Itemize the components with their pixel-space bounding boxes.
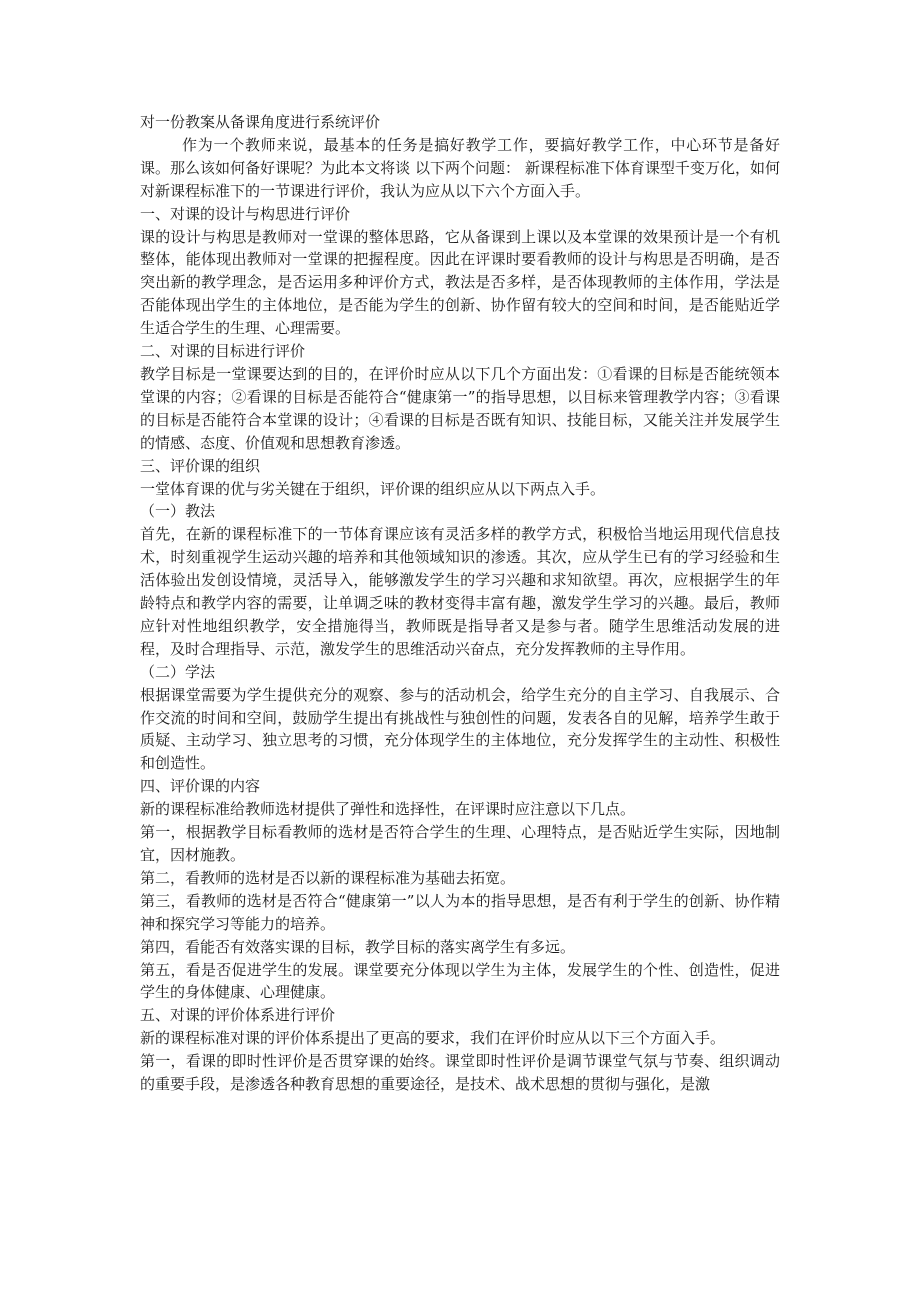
section-heading: （二）学法 xyxy=(140,662,216,681)
paragraph: 第三，看教师的选材是否符合“健康第一”以人为本的指导思想，是否有利于学生的创新、协作精神和探究学习等能力的培养。 xyxy=(140,891,780,933)
paragraph: 新的课程标准对课的评价体系提出了更高的要求，我们在评价时应从以下三个方面入手。 xyxy=(140,1029,726,1048)
paragraph: 第四，看能否有效落实课的目标，教学目标的落实离学生有多远。 xyxy=(140,937,576,956)
paragraph: 首先，在新的课程标准下的一节体育课应该有灵活多样的教学方式，积极恰当地运用现代信息技术，时刻重视学生运动兴趣的培养和其他领域知识的渗透。其次，应从学生已有的学习经验和生活体验出发创设情境，灵活导入，能够激发学生的学习兴趣和求知欲望。再次，应根据学生的年龄特点和教学内容的需要，让单调乏味的教材变得丰富有趣，激发学生学习的兴趣。最后，教师应针对性地组织教学，安全措施得当，教师既是指导者又是参与者。随学生思维活动发展的进程，及时合理指导、示范，激发学生的思维活动兴奋点，充分发挥教师的主导作用。 xyxy=(140,525,780,658)
section-heading: 二、对课的目标进行评价 xyxy=(140,342,306,361)
paragraph: 根据课堂需要为学生提供充分的观察、参与的活动机会，给学生充分的自主学习、自我展示、合作交流的时间和空间，鼓励学生提出有挑战性与独创性的问题，发表各自的见解，培养学生敢于质疑、主动学习、独立思考的习惯，充分体现学生的主体地位，充分发挥学生的主动性、积极性和创造性。 xyxy=(140,685,780,773)
paragraph: 新的课程标准给教师选材提供了弹性和选择性，在评课时应注意以下几点。 xyxy=(140,800,636,819)
paragraph: 第五，看是否促进学生的发展。课堂要充分体现以学生为主体，发展学生的个性、创造性，促进学生的身体健康、心理健康。 xyxy=(140,960,780,1002)
paragraph: 第一，根据教学目标看教师的选材是否符合学生的生理、心理特点，是否贴近学生实际，因地制宜，因材施教。 xyxy=(140,823,780,864)
paragraph: 教学目标是一堂课要达到的目的，在评价时应从以下几个方面出发：①看课的目标是否能统领本堂课的内容；②看课的目标是否能符合“健康第一”的指导思想，以目标来管理教学内容；③看课的目标是否能符合本堂课的设计；④看课的目标是否既有知识、技能目标，又能关注并发展学生的情感、态度、价值观和思想教育渗透。 xyxy=(140,364,780,452)
section-heading: （一）教法 xyxy=(140,502,216,521)
paragraph: 课的设计与构思是教师对一堂课的整体思路，它从备课到上课以及本堂课的效果预计是一个有机整体，能体现出教师对一堂课的把握程度。因此在评课时要看教师的设计与构思是否明确，是否突出新的教学理念，是否运用多种评价方式，教法是否多样，是否体现教师的主体作用，学法是否能体现出学生的主体地位，是否能为学生的创新、协作留有较大的空间和时间，是否能贴近学生适合学生的生理、心理需要。 xyxy=(140,227,780,338)
section-heading: 三、评价课的组织 xyxy=(140,456,261,475)
section-heading: 一、对课的设计与构思进行评价 xyxy=(140,204,351,223)
paragraph: 一堂体育课的优与劣关键在于组织，评价课的组织应从以下两点入手。 xyxy=(140,479,606,498)
section-heading: 四、评价课的内容 xyxy=(140,777,261,796)
paragraph: 第二，看教师的选材是否以新的课程标准为基础去拓宽。 xyxy=(140,868,516,887)
document-body xyxy=(140,111,780,1096)
section-heading: 五、对课的评价体系进行评价 xyxy=(140,1006,336,1025)
document-title: 对一份教案从备课角度进行系统评价 xyxy=(140,113,381,131)
paragraph: 作为一个教师来说，最基本的任务是搞好教学工作，要搞好教学工作，中心环节是备好课。那么该如何备好课呢？为此本文将谈 以下两个问题： 新课程标准下体育课型千变万化，如何对新课程标准下的一节课进行评价，我认为应从以下六个方面入手。 xyxy=(140,135,780,200)
paragraph: 第一，看课的即时性评价是否贯穿课的始终。课堂即时性评价是调节课堂气氛与节奏、组织调动的重要手段，是渗透各种教育思想的重要途径，是技术、战术思想的贯彻与强化，是激 xyxy=(140,1052,780,1094)
